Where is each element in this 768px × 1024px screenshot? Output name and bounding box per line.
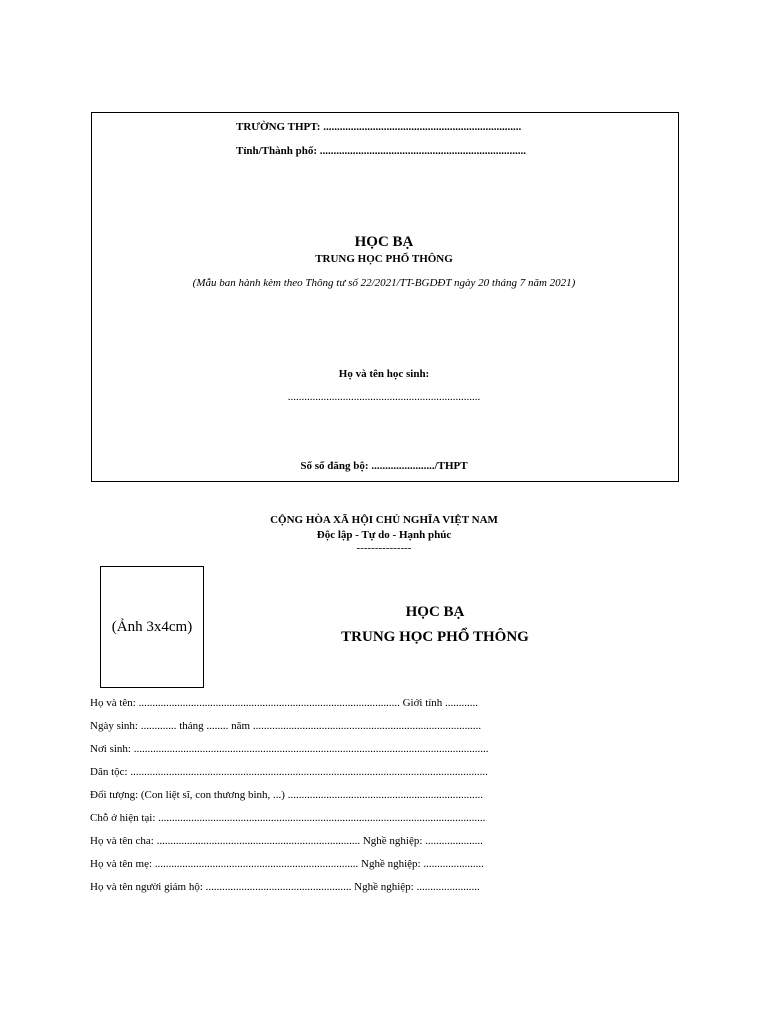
national-motto: Độc lập - Tự do - Hạnh phúc bbox=[316, 529, 452, 541]
page-title: HỌC BẠ bbox=[405, 604, 465, 620]
register-number-field: Số sổ đăng bộ: ......................./THPT bbox=[300, 460, 468, 472]
cover-subtitle: TRUNG HỌC PHỔ THÔNG bbox=[315, 253, 453, 265]
page-subtitle: TRUNG HỌC PHỔ THÔNG bbox=[341, 629, 529, 645]
cover-title: HỌC BẠ bbox=[354, 234, 414, 250]
cover-page-frame bbox=[91, 112, 679, 482]
current-address-field: Chỗ ở hiện tại: ....................................................................................................................... bbox=[90, 812, 486, 824]
category-field: Đối tượng: (Con liệt sĩ, con thương binh, ...) ....................................................................... bbox=[90, 789, 483, 801]
student-name-label: Họ và tên học sinh: bbox=[338, 368, 430, 380]
birth-place-field: Nơi sinh: ................................................................................................................................. bbox=[90, 743, 489, 755]
father-name-field: Họ và tên cha: .......................................................................... Nghề nghiệp: ..................... bbox=[90, 835, 483, 847]
ethnicity-field: Dân tộc: .................................................................................................................................. bbox=[90, 766, 488, 778]
birth-date-field: Ngày sinh: ............. tháng ........ năm ................................................................................... bbox=[90, 720, 482, 732]
province-field: Tỉnh/Thành phố: ........................................................................... bbox=[236, 145, 527, 157]
student-name-dots: ...................................................................... bbox=[287, 391, 481, 403]
school-name-field: TRƯỜNG THPT: ........................................................................ bbox=[236, 121, 522, 133]
photo-label: (Ảnh 3x4cm) bbox=[111, 619, 193, 635]
guardian-name-field: Họ và tên người giám hộ: ..................................................... Nghề nghiệp: ....................... bbox=[90, 881, 480, 893]
motto-divider: --------------- bbox=[356, 542, 412, 554]
full-name-field: Họ và tên: ............................................................................................... Giới tính ............ bbox=[90, 697, 479, 709]
national-heading: CỘNG HÒA XÃ HỘI CHỦ NGHĨA VIỆT NAM bbox=[270, 514, 498, 526]
cover-legal-note: (Mẫu ban hành kèm theo Thông tư số 22/2021/TT-BGDĐT ngày 20 tháng 7 năm 2021) bbox=[192, 277, 576, 289]
photo-placeholder bbox=[100, 566, 204, 688]
mother-name-field: Họ và tên mẹ: .......................................................................... Nghề nghiệp: ...................... bbox=[90, 858, 484, 870]
